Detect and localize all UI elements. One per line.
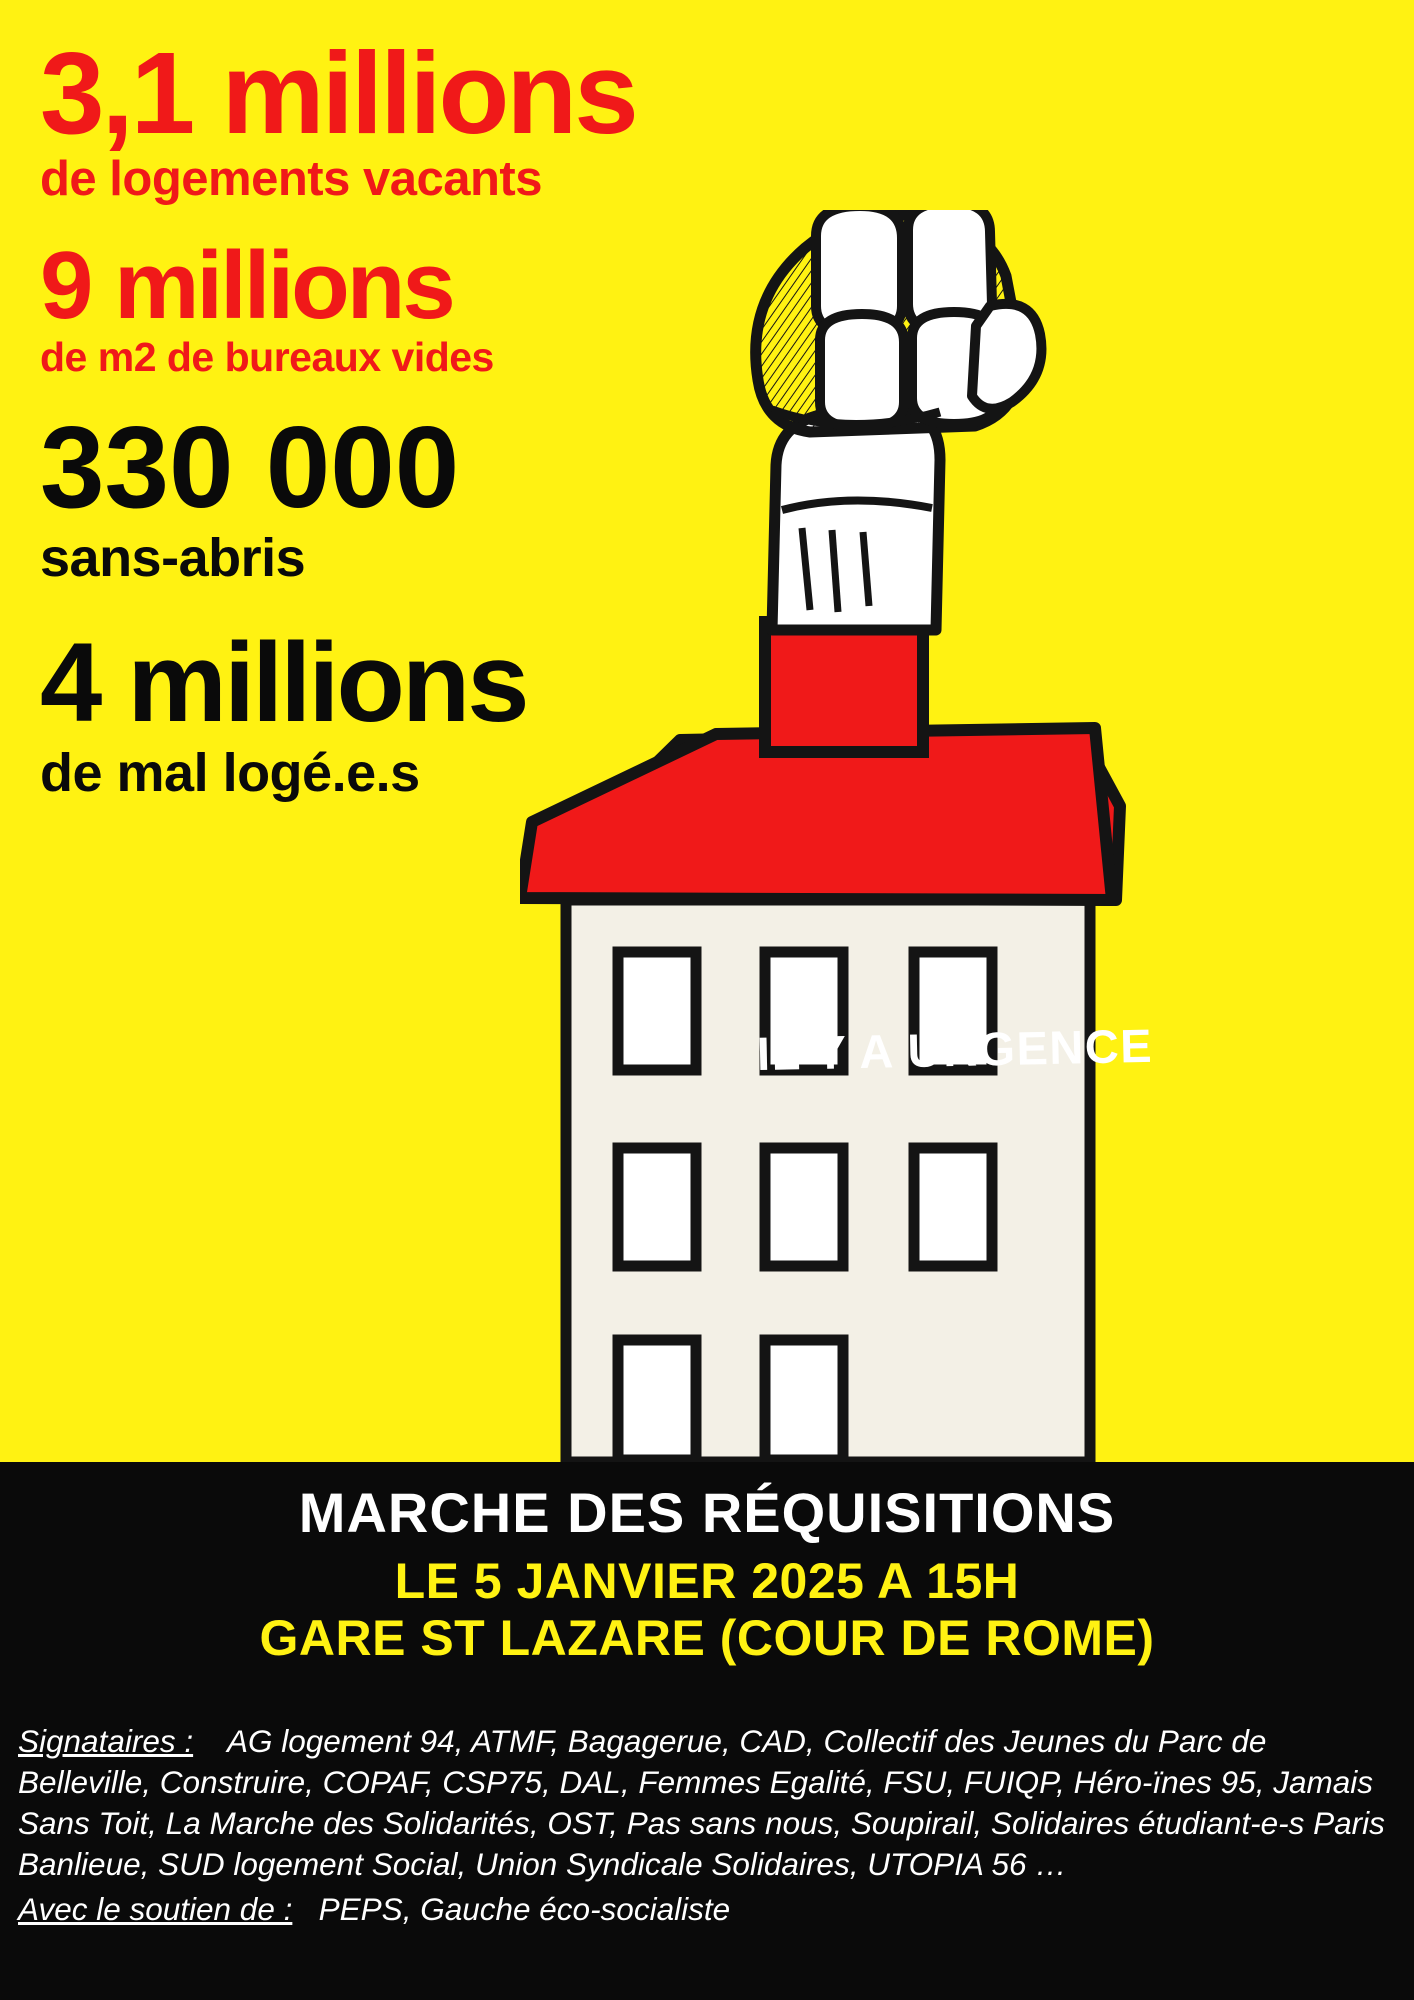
support-list: PEPS, Gauche éco-socialiste	[318, 1890, 731, 1927]
event-place: GARE ST LAZARE (COUR DE ROME)	[259, 1609, 1155, 1666]
stat-value: 3,1 millions	[40, 28, 636, 158]
red-sleeve	[765, 622, 923, 752]
event-title: MARCHE DES RÉQUISITIONS	[298, 1481, 1116, 1544]
support-line	[18, 1889, 1396, 1930]
stat-label: sans-abris	[40, 527, 306, 588]
signatories-label: Signataires :	[18, 1723, 194, 1759]
signatories-section	[0, 1709, 1414, 2000]
stat-value: 9 millions	[40, 232, 453, 340]
urgency-banner-text: IL Y A URGENCE	[756, 1018, 1154, 1081]
stat-value: 330 000	[40, 401, 460, 532]
stat-label: de mal logé.e.s	[40, 743, 420, 804]
stat-label: de logements vacants	[40, 152, 542, 207]
event-date: LE 5 JANVIER 2025 A 15H	[394, 1552, 1020, 1609]
stat-item-vacant-housing	[40, 28, 900, 207]
event-band	[0, 1462, 1414, 1709]
forearm	[772, 410, 940, 630]
stat-value: 4 millions	[40, 619, 527, 745]
raised-fist	[756, 210, 1042, 432]
signatories-list: AG logement 94, ATMF, Bagagerue, CAD, Collectif des Jeunes du Parc de Belleville, Construire, COPAF, CSP75, DAL, Femmes Egalité, FSU, FUIQP, Héro-ïnes 95, Jamais Sans Toit, La Marche des Solidarités, OST, Pas sans nous, Soupirail, Solidaires étudiant-e-s Paris Banlieue, SUD logement Social, Union Syndicale Solidaires, UTOPIA 56 …	[18, 1723, 1385, 1882]
support-label: Avec le soutien de :	[18, 1890, 293, 1927]
stat-label: de m2 de bureaux vides	[40, 333, 494, 380]
fist-through-house-illustration	[520, 210, 1414, 1462]
